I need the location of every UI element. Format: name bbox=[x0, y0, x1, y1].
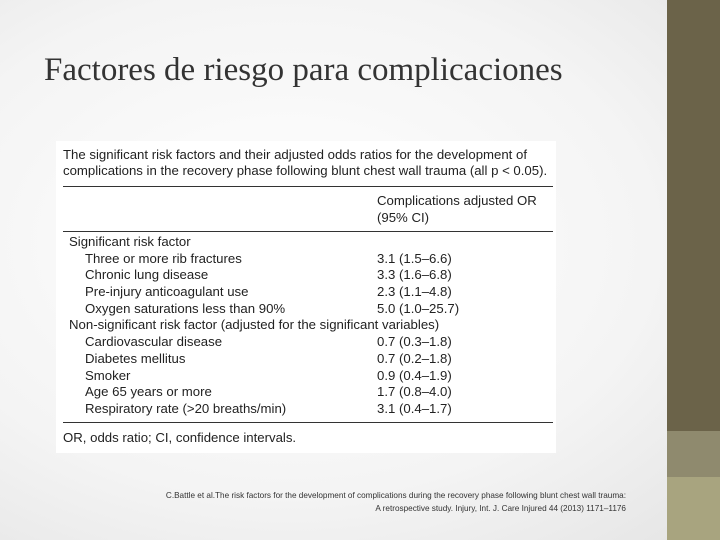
citation bbox=[96, 489, 626, 515]
row-label: Smoker bbox=[85, 367, 131, 383]
table-row bbox=[69, 301, 553, 318]
column-header bbox=[377, 192, 537, 226]
table-top-rule bbox=[63, 186, 553, 187]
table-row bbox=[69, 384, 553, 401]
slide-title: Factores de riesgo para complicaciones bbox=[44, 52, 563, 88]
table-row bbox=[69, 284, 553, 301]
row-label: Three or more rib fractures bbox=[85, 250, 242, 266]
row-label: Oxygen saturations less than 90% bbox=[85, 300, 286, 316]
citation-line-2: A retrospective study. Injury, Int. J. Care Injured 44 (2013) 1171–1176 bbox=[375, 504, 626, 513]
row-value: 2.3 (1.1–4.8) bbox=[377, 284, 452, 300]
sidebar-accent-block-lower bbox=[667, 477, 720, 540]
column-header-line-1: Complications adjusted OR bbox=[377, 193, 537, 208]
row-label: Significant risk factor bbox=[69, 234, 191, 249]
table-row bbox=[69, 351, 553, 368]
table-image-panel bbox=[56, 141, 556, 453]
row-label: Non-significant risk factor (adjusted for the significant variables) bbox=[69, 317, 440, 333]
sidebar-accent-block bbox=[667, 431, 720, 477]
table-section-row bbox=[69, 317, 553, 334]
row-value: 3.1 (1.5–6.6) bbox=[377, 250, 452, 266]
row-value: 0.9 (0.4–1.9) bbox=[377, 367, 452, 383]
table-body bbox=[69, 234, 553, 418]
row-label: Age 65 years or more bbox=[85, 384, 212, 400]
row-value: 3.3 (1.6–6.8) bbox=[377, 267, 452, 283]
row-value: 0.7 (0.2–1.8) bbox=[377, 350, 452, 366]
row-value: 1.7 (0.8–4.0) bbox=[377, 384, 452, 400]
column-header-line-2: (95% CI) bbox=[377, 210, 430, 225]
table-footnote: OR, odds ratio; CI, confidence intervals. bbox=[63, 430, 297, 445]
table-section-row bbox=[69, 234, 553, 251]
citation-line-1: C.Battle et al.The risk factors for the development of complications during the recovery phase following blunt chest wall trauma: bbox=[165, 491, 626, 500]
row-label: Diabetes mellitus bbox=[85, 350, 186, 366]
row-value: 0.7 (0.3–1.8) bbox=[377, 334, 452, 350]
table-row bbox=[69, 368, 553, 385]
table-bottom-rule bbox=[63, 422, 553, 423]
row-value: 3.1 (0.4–1.7) bbox=[377, 400, 452, 416]
table-row bbox=[69, 251, 553, 268]
row-label: Cardiovascular disease bbox=[85, 334, 223, 350]
table-caption: The significant risk factors and their adjusted odds ratios for the development of complications in the recovery phase following blunt chest wall trauma (all p < 0.05). bbox=[63, 147, 548, 178]
table-row bbox=[69, 334, 553, 351]
row-label: Chronic lung disease bbox=[85, 267, 209, 283]
row-label: Respiratory rate (>20 breaths/min) bbox=[85, 400, 287, 416]
table-row bbox=[69, 401, 553, 418]
table-header-rule bbox=[63, 231, 553, 232]
table-row bbox=[69, 267, 553, 284]
row-label: Pre-injury anticoagulant use bbox=[85, 284, 249, 300]
row-value: 5.0 (1.0–25.7) bbox=[377, 300, 460, 316]
